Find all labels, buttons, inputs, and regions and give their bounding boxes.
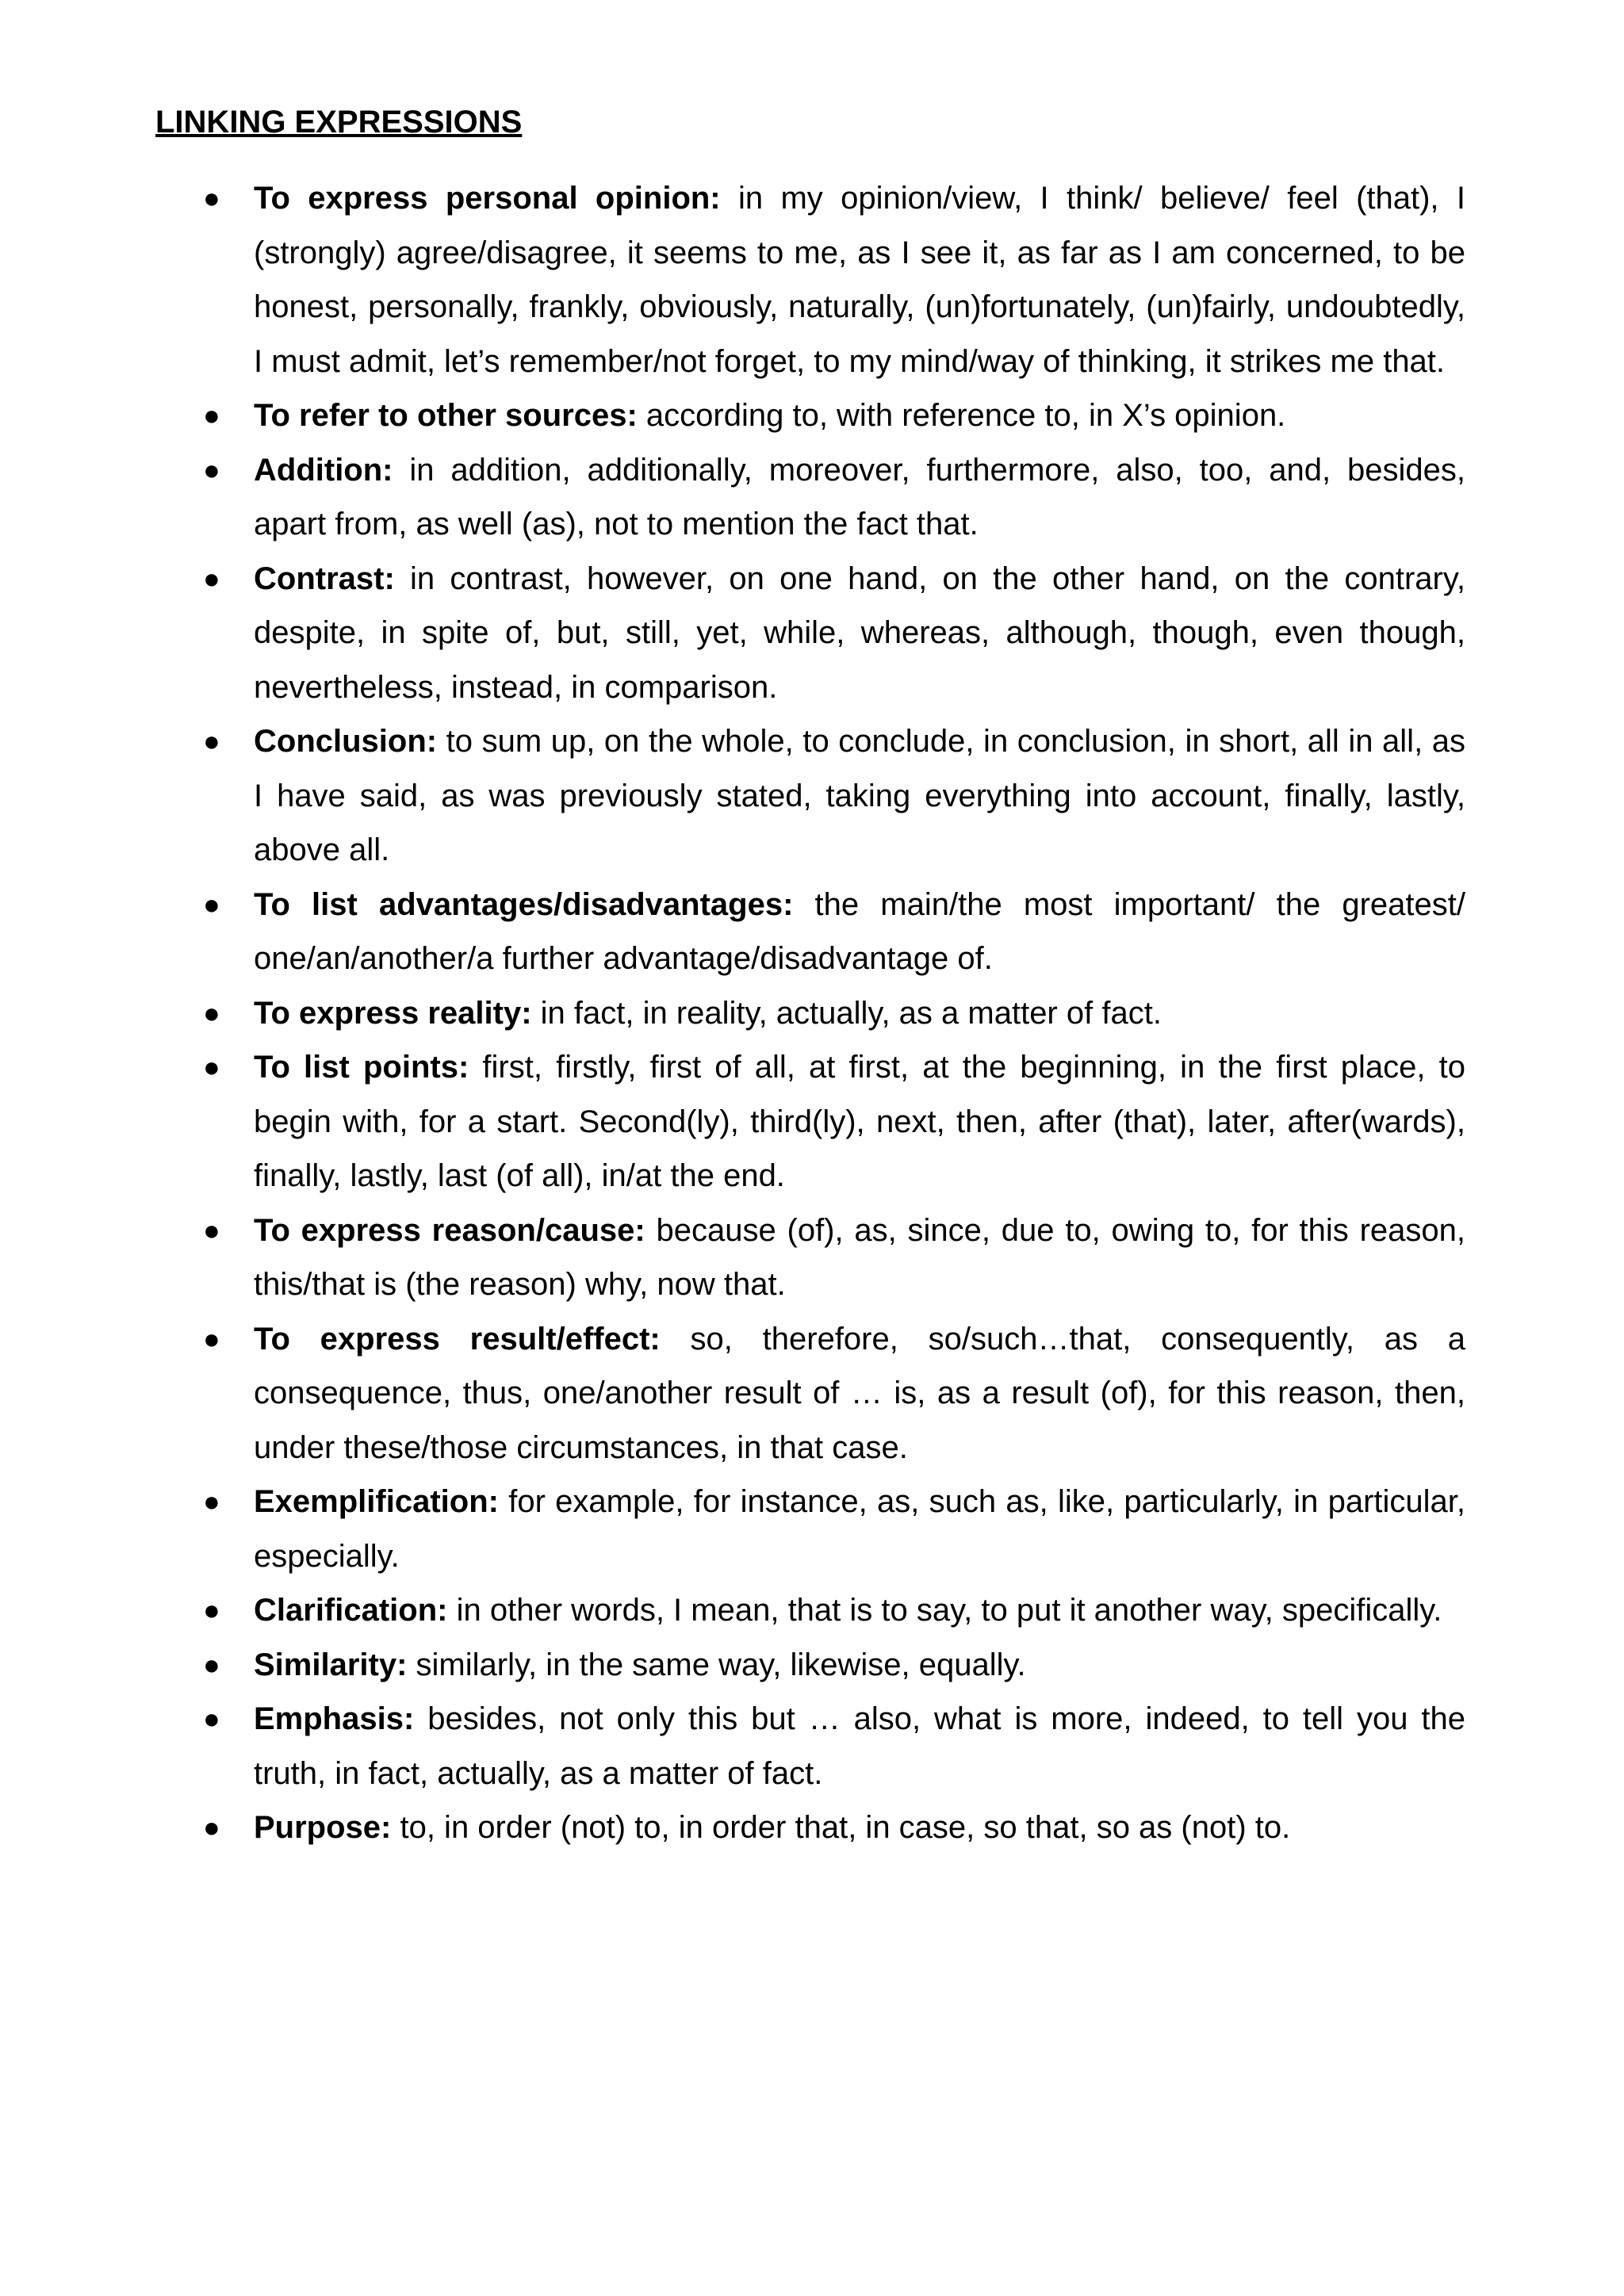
item-text: first, firstly, first of all, at first, at the beginning, in the first place, to begin with, for a start. Second(ly), third(ly), next, then, after (that), later, after(wards), finally, lastly, last (of all), in/at the end. — [254, 1050, 1465, 1193]
bullet-icon: ● — [203, 1647, 220, 1681]
bullet-icon: ● — [203, 561, 220, 595]
item-text: the main/the most important/ the greatest/ one/an/another/a further advantage/disadvantage of. — [254, 886, 1466, 976]
list-item — [203, 1638, 1465, 1693]
item-label: To express personal opinion: — [254, 181, 721, 216]
item-text: so, therefore, so/such…that, consequently, as a consequence, thus, one/another result of … is, as a result (of), for this reason, then, under these/those circumstances, in that case. — [254, 1321, 1465, 1465]
bullet-icon: ● — [203, 1050, 220, 1083]
item-label: To list points: — [254, 1050, 469, 1085]
item-label: Similarity: — [254, 1647, 408, 1682]
bullet-icon: ● — [203, 399, 220, 431]
item-label: Conclusion: — [254, 724, 438, 759]
list-item — [203, 552, 1465, 715]
item-label: Exemplification: — [254, 1484, 499, 1519]
item-text: according to, with reference to, in X’s opinion. — [637, 398, 1286, 433]
item-label: Contrast: — [254, 561, 395, 596]
item-text: because (of), as, since, due to, owing to, for this reason, this/that is (the reason) why, now that. — [254, 1212, 1465, 1302]
list-item — [203, 1203, 1465, 1312]
bullet-icon: ● — [203, 182, 220, 214]
item-text: to sum up, on the whole, to conclude, in conclusion, in short, all in all, as I have said, as was previously stated, taking everything into account, finally, lastly, above all. — [254, 724, 1465, 867]
item-label: To express result/effect: — [254, 1321, 661, 1357]
list-item — [203, 1583, 1465, 1638]
bullet-icon: ● — [203, 1811, 220, 1843]
list-item — [203, 388, 1465, 443]
item-label: Addition: — [254, 452, 393, 488]
list-item — [203, 1475, 1465, 1583]
bullet-icon: ● — [203, 725, 220, 757]
item-label: To refer to other sources: — [254, 398, 638, 433]
item-label: To express reason/cause: — [254, 1212, 645, 1248]
bullet-icon: ● — [203, 1594, 220, 1626]
item-text: for example, for instance, as, such as, like, particularly, in particular, especially. — [254, 1484, 1465, 1574]
bullet-icon: ● — [203, 996, 220, 1029]
item-text: in fact, in reality, actually, as a matter of fact. — [531, 995, 1162, 1031]
list-item — [203, 1692, 1465, 1800]
bullet-icon: ● — [203, 453, 220, 486]
item-label: To express reality: — [254, 995, 532, 1031]
expression-list — [155, 171, 1465, 1855]
list-item — [203, 878, 1466, 986]
item-label: To list advantages/disadvantages: — [254, 886, 794, 922]
item-label: Clarification: — [254, 1593, 448, 1628]
item-text: in addition, additionally, moreover, furthermore, also, too, and, besides, apart from, as well (as), not to mention the fact that. — [254, 452, 1465, 541]
list-item — [203, 1312, 1465, 1475]
page-title: LINKING EXPRESSIONS — [155, 105, 523, 140]
list-item — [203, 1800, 1465, 1855]
item-text: in other words, I mean, that is to say, to put it another way, specifically. — [447, 1593, 1442, 1628]
list-item — [203, 986, 1465, 1041]
item-text: similarly, in the same way, likewise, equally. — [407, 1647, 1026, 1682]
item-text: in my opinion/view, I think/ believe/ feel (that), I (strongly) agree/disagree, it seems to me, as I see it, as far as I am concerned, to be honest, personally, frankly, obviously, naturally, (un)fortunately, (un)fairly, undoubtedly, I must admit, let’s remember/not forget, to my mind/way of thinking, it strikes me that. — [254, 181, 1466, 379]
list-item — [203, 714, 1465, 878]
bullet-icon: ● — [203, 1485, 220, 1517]
item-text: in contrast, however, on one hand, on the other hand, on the contrary, despite, in spite of, but, still, yet, while, whereas, although, though, even though, nevertheless, instead, in comparison. — [254, 561, 1465, 705]
bullet-icon: ● — [203, 1322, 220, 1355]
bullet-icon: ● — [203, 1702, 220, 1735]
list-item — [203, 171, 1466, 388]
item-label: Purpose: — [254, 1810, 392, 1845]
item-text: to, in order (not) to, in order that, in case, so that, so as (not) to. — [391, 1810, 1291, 1845]
item-text: besides, not only this but … also, what is more, indeed, to tell you the truth, in fact, actually, as a matter of fact. — [254, 1701, 1465, 1791]
list-item — [203, 443, 1465, 552]
list-item — [203, 1040, 1465, 1203]
item-label: Emphasis: — [254, 1701, 415, 1736]
bullet-icon: ● — [203, 1213, 220, 1246]
bullet-icon: ● — [203, 887, 220, 920]
